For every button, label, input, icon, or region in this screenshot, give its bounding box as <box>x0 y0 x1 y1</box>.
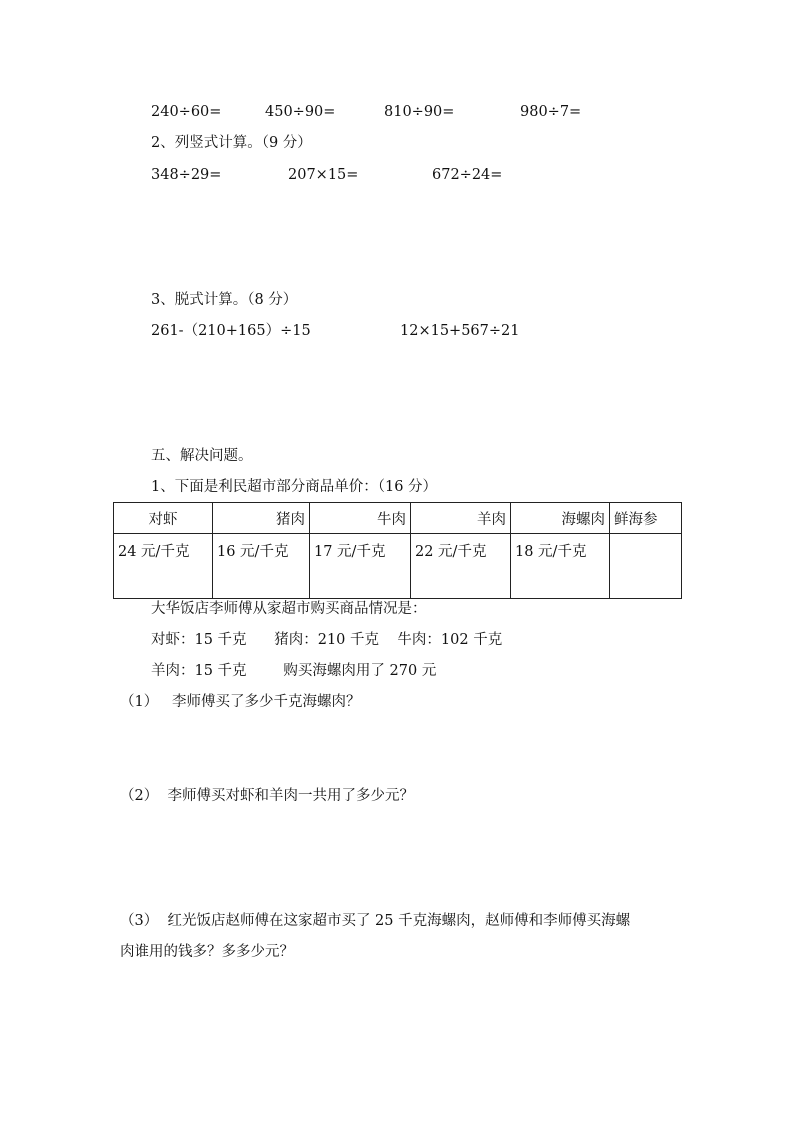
oral-calc-4: 980÷7= <box>520 104 582 120</box>
price-cell: 17 元/千克 <box>310 534 411 599</box>
price-cell <box>610 534 682 599</box>
header-cell: 猪肉 <box>213 503 310 534</box>
sub-question-2: （2） 李师傅买对虾和羊肉一共用了多少元？ <box>120 788 414 804</box>
header-cell: 牛肉 <box>310 503 411 534</box>
vertical-calc-item-1: 348÷29= <box>151 167 222 183</box>
sub-question-1: （1） 李师傅买了多少千克海螺肉？ <box>120 694 361 710</box>
oral-calc-2: 450÷90= <box>265 104 336 120</box>
purchase-line-2: 羊肉：15 千克 购买海螺肉用了 270 元 <box>151 663 437 679</box>
vertical-calc-heading: 2、列竖式计算。（9 分） <box>151 135 312 151</box>
header-cell: 海螺肉 <box>511 503 610 534</box>
question-1-heading: 1、下面是利民超市部分商品单价：（16 分） <box>151 479 438 495</box>
header-cell: 对虾 <box>114 503 213 534</box>
oral-calc-3: 810÷90= <box>384 104 455 120</box>
price-table-header-row <box>114 503 682 534</box>
oral-calc-1: 240÷60= <box>151 104 222 120</box>
price-cell: 22 元/千克 <box>411 534 511 599</box>
header-cell: 羊肉 <box>411 503 511 534</box>
price-cell: 16 元/千克 <box>213 534 310 599</box>
header-cell: 鲜海参 <box>610 503 682 534</box>
price-cell: 24 元/千克 <box>114 534 213 599</box>
purchase-intro: 大华饭店李师傅从家超市购买商品情况是： <box>151 601 427 617</box>
sub-question-3-line-2: 肉谁用的钱多？多多少元？ <box>120 944 294 960</box>
sub-question-3-line-1: （3） 红光饭店赵师傅在这家超市买了 25 千克海螺肉，赵师傅和李师傅买海螺 <box>120 913 631 929</box>
purchase-line-1: 对虾：15 千克 猪肉：210 千克 牛肉：102 千克 <box>151 632 503 648</box>
stepwise-calc-heading: 3、脱式计算。（8 分） <box>151 292 298 308</box>
price-cell: 18 元/千克 <box>511 534 610 599</box>
vertical-calc-item-2: 207×15= <box>288 167 359 183</box>
section-heading: 五、解决问题。 <box>151 448 253 464</box>
price-table <box>113 502 682 599</box>
stepwise-calc-item-2: 12×15+567÷21 <box>400 323 520 339</box>
price-table-row <box>114 534 682 599</box>
vertical-calc-item-3: 672÷24= <box>432 167 503 183</box>
stepwise-calc-item-1: 261-（210+165）÷15 <box>151 323 311 339</box>
